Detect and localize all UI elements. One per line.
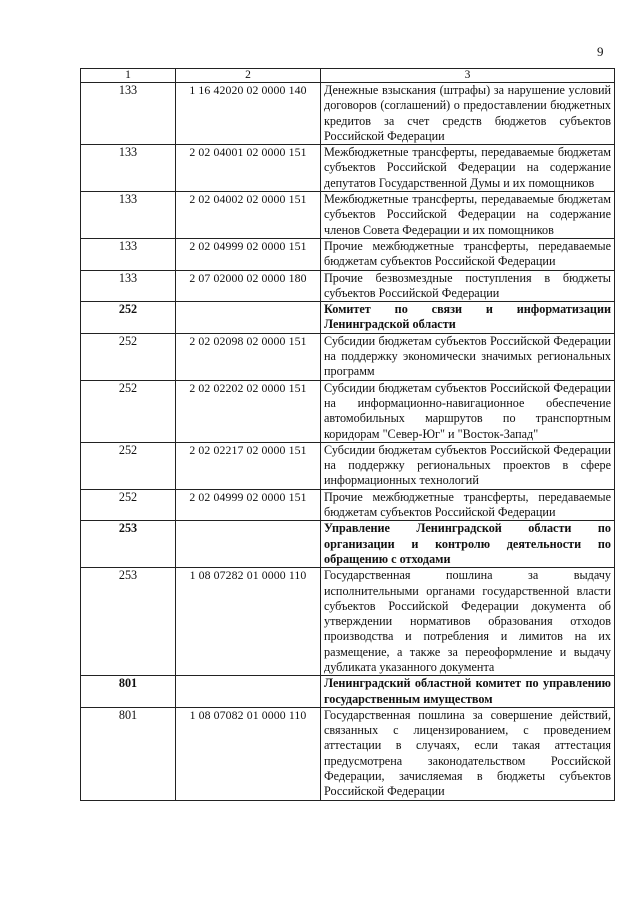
description-cell: Прочие межбюджетные трансферты, передаваемые бюджетам субъектов Российской Федерации: [321, 489, 615, 521]
description-cell: Прочие межбюджетные трансферты, передаваемые бюджетам субъектов Российской Федерации: [321, 238, 615, 270]
description-cell: Субсидии бюджетам субъектов Российской Федерации на поддержку экономически значимых региональных программ: [321, 333, 615, 380]
table-row: [81, 145, 615, 192]
description-cell: Комитет по связи и информатизации Ленинградской области: [321, 302, 615, 334]
budget-code-cell: 1 08 07282 01 0000 110: [176, 568, 321, 676]
budget-code-cell: [176, 302, 321, 334]
description-cell: Денежные взыскания (штрафы) за нарушение условий договоров (соглашений) о предоставлении бюджетных кредитов за счет средств бюджетов субъектов Российской Федерации: [321, 83, 615, 145]
description-cell: Прочие безвозмездные поступления в бюджеты субъектов Российской Федерации: [321, 270, 615, 302]
table-row: [81, 707, 615, 800]
table-row: [81, 192, 615, 239]
table-row: [81, 270, 615, 302]
table-row: [81, 442, 615, 489]
description-cell: Государственная пошлина за совершение действий, связанных с лицензированием, с проведением аттестации в случаях, если такая аттестация предусмотрена законодательством Российской Федерации, зачисляемая в бюджеты субъектов Российской Федерации: [321, 707, 615, 800]
description-cell: Управление Ленинградской области по организации и контролю деятельности по обращению с отходами: [321, 521, 615, 568]
admin-code-cell: 252: [81, 380, 176, 442]
budget-code-cell: 1 08 07082 01 0000 110: [176, 707, 321, 800]
budget-code-cell: 2 02 04002 02 0000 151: [176, 192, 321, 239]
column-header-3: 3: [321, 69, 615, 83]
admin-code-cell: 801: [81, 707, 176, 800]
description-cell: Субсидии бюджетам субъектов Российской Федерации на информационно-навигационное обеспечение автомобильных маршрутов по транспортным коридорам "Север-Юг" и "Восток-Запад": [321, 380, 615, 442]
description-cell: Межбюджетные трансферты, передаваемые бюджетам субъектов Российской Федерации на содержание депутатов Государственной Думы и их помощников: [321, 145, 615, 192]
admin-code-cell: 133: [81, 145, 176, 192]
admin-code-cell: 252: [81, 302, 176, 334]
column-header-2: 2: [176, 69, 321, 83]
description-cell: Межбюджетные трансферты, передаваемые бюджетам субъектов Российской Федерации на содержание членов Совета Федерации и их помощников: [321, 192, 615, 239]
admin-code-cell: 133: [81, 192, 176, 239]
description-cell: Субсидии бюджетам субъектов Российской Федерации на поддержку региональных проектов в сфере информационных технологий: [321, 442, 615, 489]
column-header-1: 1: [81, 69, 176, 83]
table-section-row: [81, 676, 615, 708]
budget-code-cell: 2 07 02000 02 0000 180: [176, 270, 321, 302]
admin-code-cell: 252: [81, 489, 176, 521]
description-cell: Государственная пошлина за выдачу исполнительными органами государственной власти субъектов Российской Федерации документа об утверждении нормативов образования отходов производства и потребления и лимитов на их размещение, а также за переоформление и выдачу дубликата указанного документа: [321, 568, 615, 676]
budget-code-cell: 2 02 02202 02 0000 151: [176, 380, 321, 442]
admin-code-cell: 252: [81, 442, 176, 489]
admin-code-cell: 133: [81, 238, 176, 270]
table-header-row: [81, 69, 615, 83]
table-row: [81, 568, 615, 676]
table-row: [81, 380, 615, 442]
budget-code-cell: [176, 521, 321, 568]
admin-code-cell: 801: [81, 676, 176, 708]
budget-code-cell: 2 02 04999 02 0000 151: [176, 489, 321, 521]
table-section-row: [81, 521, 615, 568]
budget-code-cell: 2 02 04999 02 0000 151: [176, 238, 321, 270]
budget-code-cell: 2 02 04001 02 0000 151: [176, 145, 321, 192]
budget-code-cell: [176, 676, 321, 708]
admin-code-cell: 133: [81, 270, 176, 302]
revenue-codes-table: [80, 68, 615, 801]
budget-code-cell: 1 16 42020 02 0000 140: [176, 83, 321, 145]
admin-code-cell: 252: [81, 333, 176, 380]
budget-code-cell: 2 02 02098 02 0000 151: [176, 333, 321, 380]
budget-code-cell: 2 02 02217 02 0000 151: [176, 442, 321, 489]
table-section-row: [81, 302, 615, 334]
table-row: [81, 489, 615, 521]
table-row: [81, 333, 615, 380]
admin-code-cell: 253: [81, 521, 176, 568]
description-cell: Ленинградский областной комитет по управлению государственным имуществом: [321, 676, 615, 708]
table-row: [81, 83, 615, 145]
admin-code-cell: 133: [81, 83, 176, 145]
table-row: [81, 238, 615, 270]
page-number: 9: [597, 44, 604, 59]
admin-code-cell: 253: [81, 568, 176, 676]
